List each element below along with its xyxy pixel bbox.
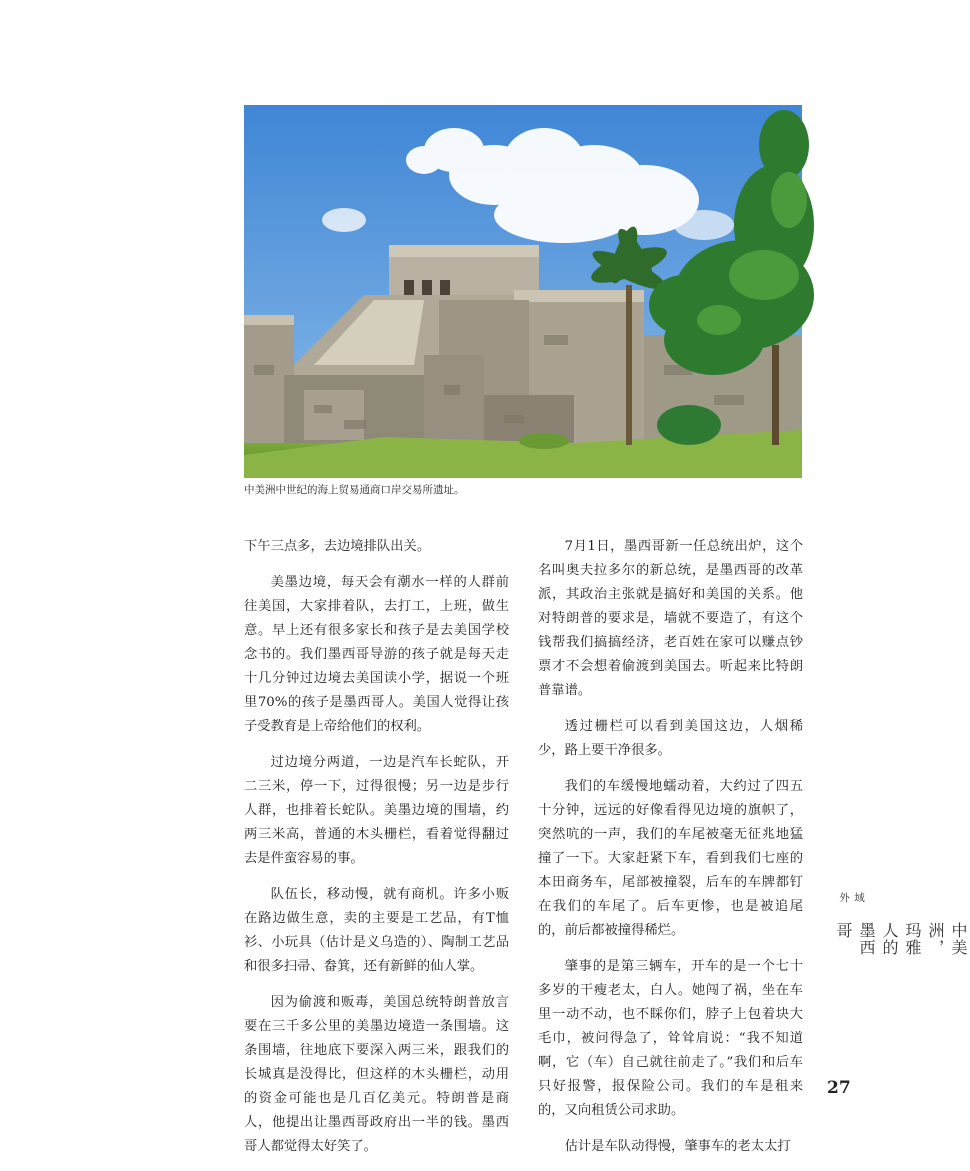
paragraph: 队伍长，移动慢，就有商机。许多小贩在路边做生意，卖的主要是工艺品，有T恤衫、小玩具（估计是义乌造的）、陶制工艺品和很多扫帚、畚箕，还有新鲜的仙人掌。	[244, 887, 509, 974]
paragraph: 7月1日，墨西哥新一任总统出炉，这个名叫奥夫拉多尔的新总统，是墨西哥的改革派，其政治主张就是搞好和美国的关系。他对特朗普的要求是，墙就不要造了，有这个钱帮我们搞搞经济，老百姓在家可以赚点钞票才不会想着偷渡到美国去。听起来比特朗普靠谱。	[538, 539, 803, 698]
section-title: 中美洲，玛雅人的墨西哥	[834, 922, 968, 956]
paragraph: 透过栅栏可以看到美国这边，人烟稀少，路上要干净很多。	[538, 719, 803, 758]
section-label: 域外	[838, 892, 865, 906]
paragraph: 美墨边境，每天会有潮水一样的人群前往美国，大家排着队，去打工，上班，做生意。早上还有很多家长和孩子是去美国学校念书的。我们墨西哥导游的孩子就是每天走十几分钟过边境去美国读小学，据说一个班里70%的孩子是墨西哥人。美国人觉得让孩子受教育是上帝给他们的权利。	[244, 575, 509, 734]
paragraph: 我们的车缓慢地蠕动着，大约过了四五十分钟，远远的好像看得见边境的旗帜了，突然吭的一声，我们的车尾被毫无征兆地猛撞了一下。大家赶紧下车，看到我们七座的本田商务车，尾部被撞裂，后车的车牌都钉在我们的车尾了。后车更惨，也是被追尾的，前后都被撞得稀烂。	[538, 779, 803, 938]
right-column	[538, 535, 803, 1171]
paragraph: 过边境分两道，一边是汽车长蛇队，开二三米，停一下，过得很慢；另一边是步行人群，也排着长蛇队。美墨边境的围墙，约两三米高，普通的木头栅栏，看着觉得翻过去是件蛮容易的事。	[244, 755, 509, 866]
ruins-photo	[244, 105, 802, 478]
left-column	[244, 535, 509, 1171]
paragraph: 下午三点多，去边境排队出关。	[244, 539, 431, 554]
paragraph: 估计是车队动得慢，肇事车的老太太打	[564, 1139, 791, 1154]
paragraph: 肇事的是第三辆车，开车的是一个七十多岁的干瘦老太，白人。她闯了祸，坐在车里一动不动，也不睬你们，脖子上包着块大毛巾，被问得急了，耸耸肩说：“我不知道啊，它（车）自己就往前走了。”我们和后车只好报警，报保险公司。我们的车是租来的，又向租赁公司求助。	[538, 959, 803, 1118]
page-number: 27	[827, 1078, 851, 1098]
photo-caption: 中美洲中世纪的海上贸易通商口岸交易所遗址。	[244, 484, 465, 496]
paragraph: 因为偷渡和贩毒，美国总统特朗普放言要在三千多公里的美墨边境造一条围墙。这条围墙，往地底下要深入两三米，跟我们的长城真是没得比，但这样的木头栅栏，动用的资金可能也是几百亿美元。特朗普是商人，他提出让墨西哥政府出一半的钱。墨西哥人都觉得太好笑了。	[244, 995, 509, 1154]
